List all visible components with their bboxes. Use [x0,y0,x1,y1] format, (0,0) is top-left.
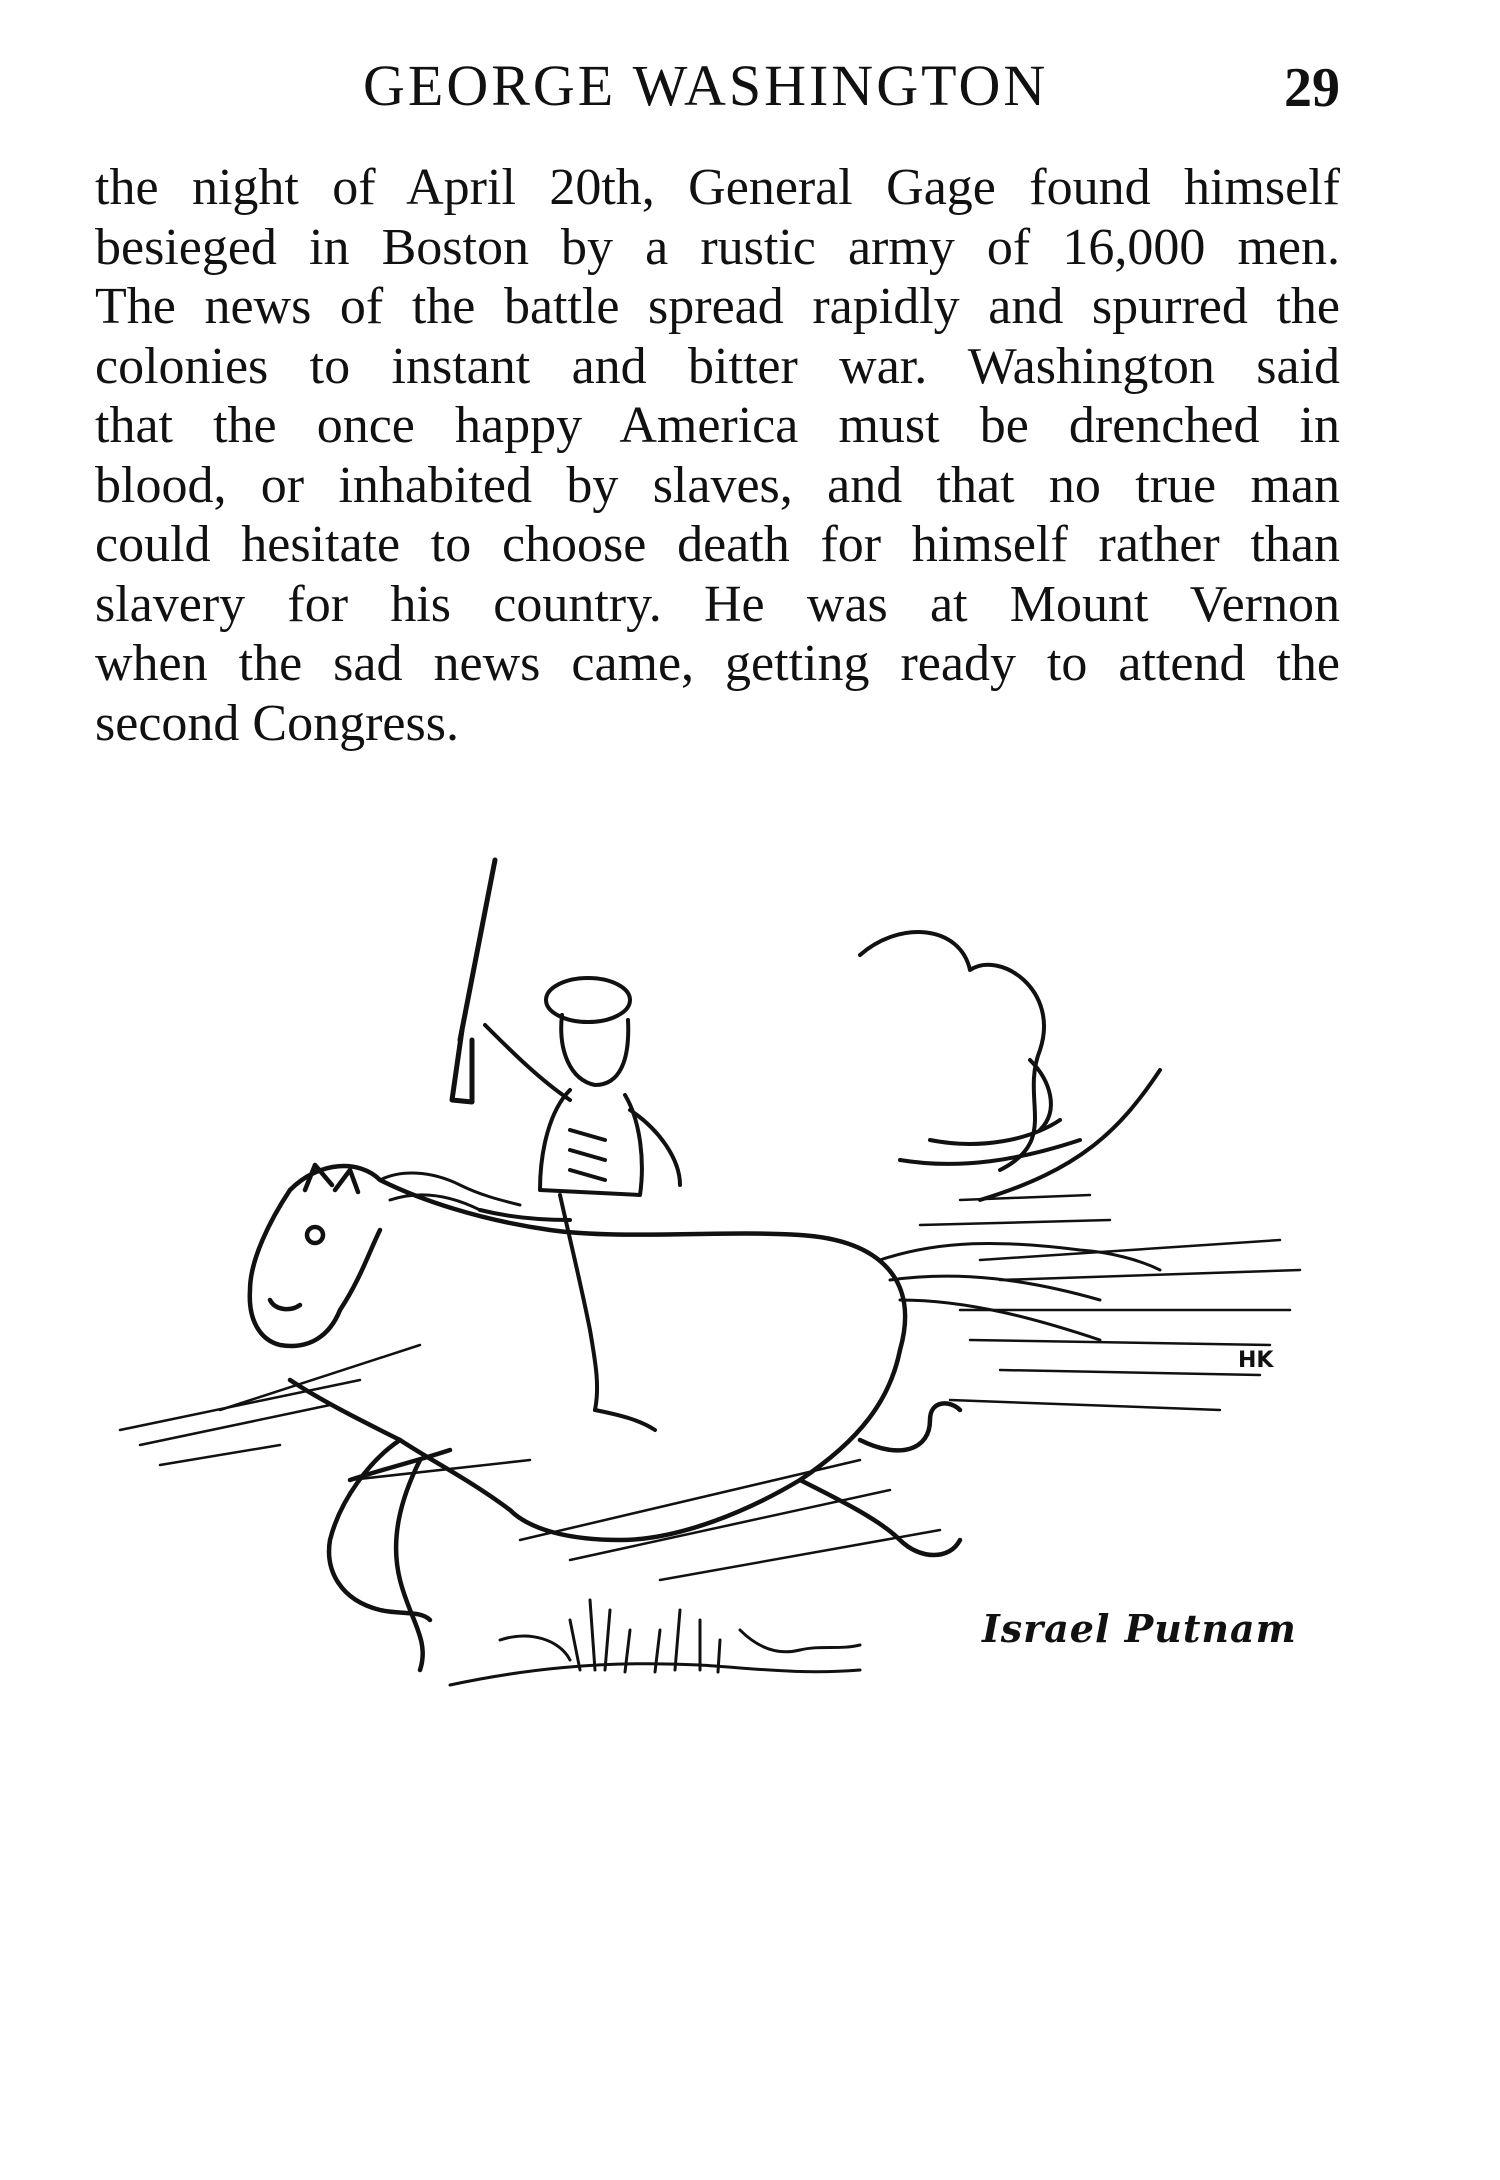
text-line: could hesitate to choose death for himself rather than [95,516,1340,573]
text-line: when the sad news came, getting ready to attend the [95,635,1340,692]
text-line: the night of April 20th, General Gage found himself [95,159,1340,216]
illustration-caption: Israel Putnam [982,1606,1297,1651]
page-number: 29 [1284,57,1340,119]
text-line: second Congress. [95,694,459,752]
text-line: blood, or inhabited by slaves, and that no true man [95,456,1340,514]
body-paragraph [95,158,1340,753]
running-head [95,52,1340,132]
artist-monogram: HK [1238,1348,1274,1373]
grass-tuft-drawing [450,1600,860,1685]
raised-whip-drawing [452,860,495,1102]
text-line: The news of the battle spread rapidly and spurred the [95,278,1340,335]
horse-drawing [250,1165,960,1670]
running-title: GEORGE WASHINGTON [363,53,1049,118]
text-line: colonies to instant and bitter war. Washington said [95,337,1340,395]
text-line: that the once happy America must be drenched in [95,397,1340,454]
smoke-cloud-drawing [860,932,1160,1200]
text-line: besieged in Boston by a rustic army of 16,000 men. [95,218,1340,276]
text-line: slavery for his country. He was at Mount Vernon [95,575,1340,633]
